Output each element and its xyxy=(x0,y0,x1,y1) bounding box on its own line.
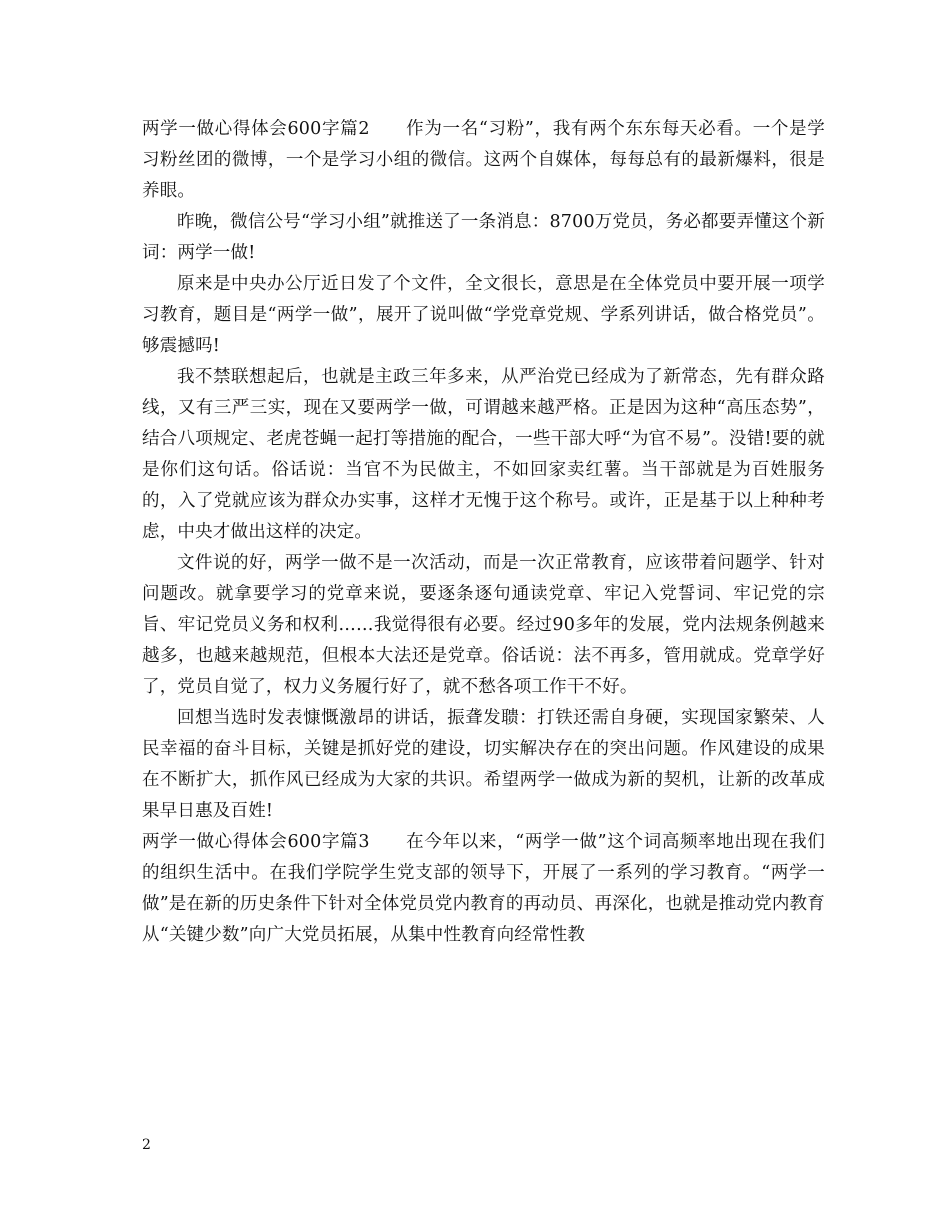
page-number: 2 xyxy=(142,1137,151,1153)
body-paragraph: 我不禁联想起后，也就是主政三年多来，从严治党已经成为了新常态，先有群众路线，又有三严三实，现在又要两学一做，可谓越来越严格。正是因为这种“高压态势”，结合八项规定、老虎苍蝇一起打等措施的配合，一些干部大呼“为官不易”。没错!要的就是你们这句话。俗话说：当官不为民做主，不如回家卖红薯。当干部就是为百姓服务的，入了党就应该为群众办实事，这样才无愧于这个称号。或许，正是基于以上种种考虑，中央才做出这样的决定。 xyxy=(142,367,825,542)
body-paragraph: 回想当选时发表慷慨激昂的讲话，振聋发聩：打铁还需自身硬，实现国家繁荣、人民幸福的奋斗目标，关键是抓好党的建设，切实解决存在的突出问题。作风建设的成果在不断扩大，抓作风已经成为大家的共识。希望两学一做成为新的契机，让新的改革成果早日惠及百姓! xyxy=(142,708,825,821)
essay-section-2-intro-text: 作为一名“习粉”，我有两个东东每天必看。一个是学习粉丝团的微博，一个是学习小组的微信。这两个自媒体，每每总有的最新爆料，很是养眼。 xyxy=(142,119,825,201)
essay-section-2-lead-paragraph xyxy=(142,114,825,207)
essay-section-2-title: 两学一做心得体会600字篇2 xyxy=(142,119,370,139)
body-paragraph: 原来是中央办公厅近日发了个文件，全文很长，意思是在全体党员中要开展一项学习教育，题目是“两学一做”，展开了说叫做“学党章党规、学系列讲话，做合格党员”。够震撼吗! xyxy=(142,274,825,356)
document-body xyxy=(142,114,825,951)
body-paragraph: 昨晚，微信公号“学习小组”就推送了一条消息：8700万党员，务必都要弄懂这个新词：两学一做! xyxy=(142,212,825,263)
essay-section-3-title: 两学一做心得体会600字篇3 xyxy=(142,832,370,852)
essay-section-3-lead-paragraph xyxy=(142,827,825,951)
body-paragraph: 文件说的好，两学一做不是一次活动，而是一次正常教育，应该带着问题学、针对问题改。就拿要学习的党章来说，要逐条逐句通读党章、牢记入党誓词、牢记党的宗旨、牢记党员义务和权利……我觉得很有必要。经过90多年的发展，党内法规条例越来越多，也越来越规范，但根本大法还是党章。俗话说：法不再多，管用就成。党章学好了，党员自觉了，权力义务履行好了，就不愁各项工作干不好。 xyxy=(142,553,825,697)
essay-section-3-intro-text: 在今年以来，“两学一做”这个词高频率地出现在我们的组织生活中。在我们学院学生党支部的领导下，开展了一系列的学习教育。“两学一做”是在新的历史条件下针对全体党员党内教育的再动员、再深化，也就是推动党内教育从“关键少数”向广大党员拓展，从集中性教育向经常性教 xyxy=(142,832,825,945)
